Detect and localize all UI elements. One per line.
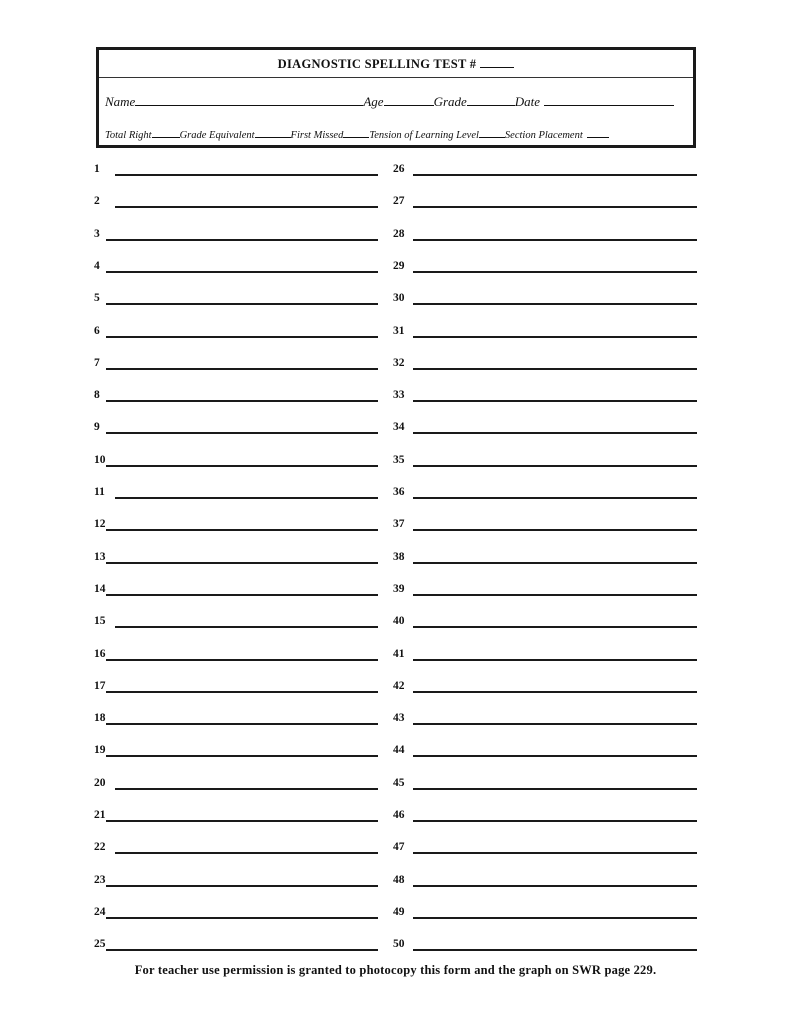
- item-number: 33: [393, 389, 405, 401]
- answer-line[interactable]: [413, 885, 697, 887]
- answer-line[interactable]: [413, 174, 697, 176]
- first-missed-label: First Missed: [290, 130, 344, 141]
- footer-note: For teacher use permission is granted to photocopy this form and the graph on SWR page 229.: [134, 963, 657, 977]
- tension-level-field[interactable]: [479, 126, 505, 138]
- item-number: 24: [94, 906, 106, 918]
- answer-line[interactable]: [106, 723, 378, 725]
- age-field[interactable]: [384, 94, 434, 106]
- item-number: 50: [393, 938, 405, 950]
- list-item: [94, 550, 378, 564]
- item-number: 27: [393, 195, 405, 207]
- item-number: 49: [393, 906, 405, 918]
- list-item: [94, 776, 378, 790]
- list-item: [393, 194, 697, 208]
- item-number: 23: [94, 874, 106, 886]
- answer-line[interactable]: [106, 239, 378, 241]
- list-item: [393, 324, 697, 338]
- item-number: 47: [393, 841, 405, 853]
- date-label: Date: [514, 94, 541, 109]
- answer-line[interactable]: [413, 626, 697, 628]
- header-box: [96, 47, 696, 148]
- item-number: 8: [94, 389, 100, 401]
- list-item: [393, 647, 697, 661]
- list-item: [94, 324, 378, 338]
- answer-line[interactable]: [413, 497, 697, 499]
- list-item: [393, 711, 697, 725]
- item-number: 20: [94, 777, 106, 789]
- answer-line[interactable]: [413, 788, 697, 790]
- answer-line[interactable]: [106, 691, 378, 693]
- answer-line[interactable]: [115, 206, 378, 208]
- answer-line[interactable]: [413, 432, 697, 434]
- student-info-row: [105, 94, 674, 110]
- item-number: 44: [393, 744, 405, 756]
- answer-line[interactable]: [413, 529, 697, 531]
- list-item: [94, 905, 378, 919]
- item-number: 34: [393, 421, 405, 433]
- answer-line[interactable]: [106, 529, 378, 531]
- list-item: [94, 356, 378, 370]
- list-item: [393, 905, 697, 919]
- item-number: 12: [94, 518, 106, 530]
- answer-line[interactable]: [106, 755, 378, 757]
- answer-line[interactable]: [115, 788, 378, 790]
- date-field[interactable]: [544, 94, 674, 106]
- answer-line[interactable]: [413, 562, 697, 564]
- answer-line[interactable]: [413, 820, 697, 822]
- item-number: 13: [94, 551, 106, 563]
- item-number: 15: [94, 615, 106, 627]
- item-number: 25: [94, 938, 106, 950]
- list-item: [393, 356, 697, 370]
- list-item: [393, 873, 697, 887]
- item-number: 29: [393, 260, 405, 272]
- answer-line[interactable]: [413, 368, 697, 370]
- list-item: [94, 743, 378, 757]
- answer-line[interactable]: [106, 271, 378, 273]
- title-text: DIAGNOSTIC SPELLING TEST #: [277, 57, 477, 71]
- list-item: [94, 420, 378, 434]
- title-band: [99, 50, 693, 78]
- list-item: [393, 582, 697, 596]
- item-number: 39: [393, 583, 405, 595]
- list-item: [94, 485, 378, 499]
- list-item: [94, 227, 378, 241]
- answer-line[interactable]: [115, 174, 378, 176]
- item-number: 41: [393, 648, 405, 660]
- answer-line[interactable]: [413, 659, 697, 661]
- list-item: [94, 259, 378, 273]
- item-number: 6: [94, 325, 100, 337]
- item-number: 45: [393, 777, 405, 789]
- item-number: 38: [393, 551, 405, 563]
- list-item: [94, 647, 378, 661]
- list-item: [94, 582, 378, 596]
- item-number: 5: [94, 292, 100, 304]
- item-number: 16: [94, 648, 106, 660]
- answer-line[interactable]: [115, 852, 378, 854]
- item-number: 22: [94, 841, 106, 853]
- total-right-label: Total Right: [105, 130, 152, 141]
- answer-line[interactable]: [413, 336, 697, 338]
- answer-line[interactable]: [413, 271, 697, 273]
- answer-line[interactable]: [413, 594, 697, 596]
- item-number: 30: [393, 292, 405, 304]
- list-item: [393, 776, 697, 790]
- answer-line[interactable]: [413, 465, 697, 467]
- answer-line[interactable]: [106, 336, 378, 338]
- list-item: [393, 937, 697, 951]
- item-number: 42: [393, 680, 405, 692]
- item-number: 10: [94, 454, 106, 466]
- list-item: [393, 388, 697, 402]
- scoring-row: [105, 126, 609, 141]
- list-item: [94, 291, 378, 305]
- answer-line[interactable]: [413, 206, 697, 208]
- item-number: 19: [94, 744, 106, 756]
- item-number: 2: [94, 195, 100, 207]
- answer-line[interactable]: [106, 949, 378, 951]
- section-placement-label: Section Placement: [504, 130, 583, 141]
- list-item: [393, 808, 697, 822]
- answer-line[interactable]: [106, 465, 378, 467]
- answer-line[interactable]: [413, 400, 697, 402]
- answer-line[interactable]: [115, 497, 378, 499]
- tension-level-label: Tension of Learning Level: [369, 130, 479, 141]
- item-number: 9: [94, 421, 100, 433]
- list-item: [393, 550, 697, 564]
- name-field[interactable]: [135, 94, 363, 106]
- list-item: [393, 291, 697, 305]
- grade-equivalent-field[interactable]: [255, 126, 291, 138]
- item-number: 31: [393, 325, 405, 337]
- item-number: 43: [393, 712, 405, 724]
- list-item: [94, 873, 378, 887]
- list-item: [393, 840, 697, 854]
- list-item: [393, 743, 697, 757]
- answer-line[interactable]: [106, 885, 378, 887]
- answer-line[interactable]: [106, 820, 378, 822]
- list-item: [94, 614, 378, 628]
- answer-line[interactable]: [413, 691, 697, 693]
- list-item: [393, 679, 697, 693]
- section-placement-field[interactable]: [587, 126, 609, 138]
- list-item: [94, 840, 378, 854]
- grade-label: Grade: [433, 94, 467, 109]
- first-missed-field[interactable]: [343, 126, 369, 138]
- item-number: 17: [94, 680, 106, 692]
- item-number: 26: [393, 163, 405, 175]
- page-title: [99, 57, 693, 72]
- answer-line[interactable]: [106, 917, 378, 919]
- list-item: [393, 227, 697, 241]
- item-number: 37: [393, 518, 405, 530]
- age-label: Age: [363, 94, 384, 109]
- item-number: 4: [94, 260, 100, 272]
- answer-line[interactable]: [413, 239, 697, 241]
- answer-line[interactable]: [413, 852, 697, 854]
- list-item: [393, 517, 697, 531]
- answer-line[interactable]: [115, 626, 378, 628]
- answer-line[interactable]: [106, 400, 378, 402]
- item-number: 1: [94, 163, 100, 175]
- test-number-field[interactable]: [480, 57, 514, 68]
- list-item: [393, 420, 697, 434]
- item-number: 36: [393, 486, 405, 498]
- item-number: 18: [94, 712, 106, 724]
- answer-line[interactable]: [106, 659, 378, 661]
- item-number: 48: [393, 874, 405, 886]
- answer-line[interactable]: [106, 368, 378, 370]
- answer-line[interactable]: [413, 303, 697, 305]
- item-number: 32: [393, 357, 405, 369]
- answer-line[interactable]: [413, 949, 697, 951]
- answer-line[interactable]: [106, 432, 378, 434]
- list-item: [94, 388, 378, 402]
- list-item: [393, 162, 697, 176]
- list-item: [94, 679, 378, 693]
- list-item: [94, 711, 378, 725]
- item-number: 40: [393, 615, 405, 627]
- answer-line[interactable]: [106, 562, 378, 564]
- grade-equivalent-label: Grade Equivalent: [179, 130, 255, 141]
- item-number: 28: [393, 228, 405, 240]
- answer-line[interactable]: [413, 917, 697, 919]
- item-number: 46: [393, 809, 405, 821]
- item-number: 35: [393, 454, 405, 466]
- item-number: 21: [94, 809, 106, 821]
- name-label: Name: [105, 94, 136, 109]
- answer-line[interactable]: [413, 723, 697, 725]
- answer-line[interactable]: [106, 594, 378, 596]
- total-right-field[interactable]: [152, 126, 180, 138]
- item-number: 3: [94, 228, 100, 240]
- list-item: [393, 453, 697, 467]
- list-item: [94, 517, 378, 531]
- list-item: [94, 937, 378, 951]
- list-item: [393, 259, 697, 273]
- list-item: [94, 162, 378, 176]
- item-number: 14: [94, 583, 106, 595]
- list-item: [94, 194, 378, 208]
- item-number: 11: [94, 486, 105, 498]
- list-item: [393, 614, 697, 628]
- item-number: 7: [94, 357, 100, 369]
- grade-field[interactable]: [467, 94, 515, 106]
- answer-line[interactable]: [106, 303, 378, 305]
- list-item: [94, 808, 378, 822]
- list-item: [393, 485, 697, 499]
- answer-line[interactable]: [413, 755, 697, 757]
- list-item: [94, 453, 378, 467]
